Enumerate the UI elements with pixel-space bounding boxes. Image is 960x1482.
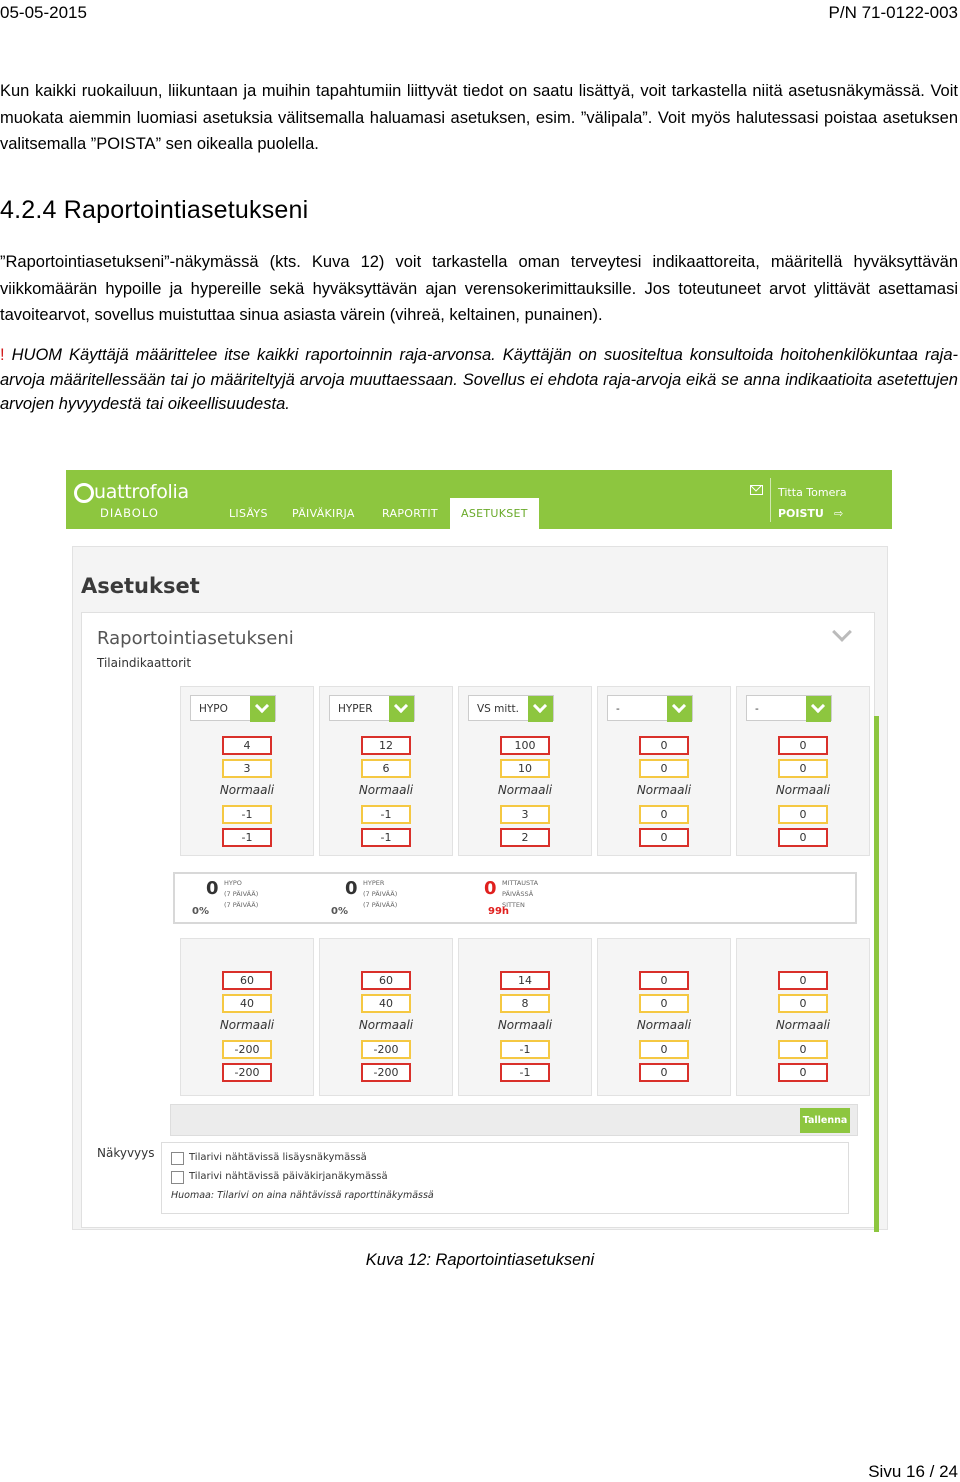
chevron-down-icon[interactable] xyxy=(806,696,831,722)
red-limit-input[interactable]: -1 xyxy=(222,828,272,847)
card-title: Raportointiasetukseni xyxy=(97,628,294,649)
yellow-limit-input[interactable]: 6 xyxy=(361,759,411,778)
status-label: SITTEN xyxy=(502,901,525,909)
note-exclamation: ! xyxy=(0,346,5,364)
yellow-limit-input[interactable]: 0 xyxy=(778,759,828,778)
checkbox-diary-view-label: Tilarivi nähtävissä päiväkirjanäkymässä xyxy=(189,1171,388,1182)
section-heading: 4.2.4 Raportointiasetukseni xyxy=(0,196,309,224)
chevron-down-icon[interactable] xyxy=(528,696,553,722)
normal-range-label: Normaali xyxy=(636,1018,692,1032)
red-limit-input[interactable]: 0 xyxy=(639,971,689,990)
normal-range-label: Normaali xyxy=(497,783,553,797)
red-limit-input[interactable]: -200 xyxy=(222,1063,272,1082)
yellow-limit-input[interactable]: 0 xyxy=(639,759,689,778)
status-count: 0 xyxy=(345,878,358,899)
red-limit-input[interactable]: -200 xyxy=(361,1063,411,1082)
top-navigation-bar xyxy=(66,470,892,529)
chevron-down-icon[interactable] xyxy=(389,696,414,722)
save-button[interactable]: Tallenna xyxy=(800,1108,850,1133)
red-limit-input[interactable]: 60 xyxy=(361,971,411,990)
yellow-limit-input[interactable]: 0 xyxy=(778,805,828,824)
red-limit-input[interactable]: 0 xyxy=(639,736,689,755)
red-limit-input[interactable]: 2 xyxy=(500,828,550,847)
normal-range-label: Normaali xyxy=(497,1018,553,1032)
status-percent: 0% xyxy=(331,906,348,917)
red-limit-input[interactable]: 0 xyxy=(778,828,828,847)
normal-range-label: Normaali xyxy=(358,1018,414,1032)
yellow-limit-input[interactable]: 0 xyxy=(778,994,828,1013)
red-limit-input[interactable]: 60 xyxy=(222,971,272,990)
indicator-select[interactable] xyxy=(468,695,554,721)
yellow-limit-input[interactable]: -1 xyxy=(500,1040,550,1059)
yellow-limit-input[interactable]: 0 xyxy=(778,1040,828,1059)
yellow-limit-input[interactable]: 3 xyxy=(500,805,550,824)
indicator-select[interactable] xyxy=(190,695,276,721)
checkbox-diary-view[interactable] xyxy=(171,1171,184,1184)
yellow-limit-input[interactable]: 0 xyxy=(639,994,689,1013)
normal-range-label: Normaali xyxy=(775,1018,831,1032)
status-percent: 99h xyxy=(488,906,510,917)
save-row xyxy=(170,1104,858,1136)
normal-range-label: Normaali xyxy=(219,783,275,797)
yellow-limit-input[interactable]: 10 xyxy=(500,759,550,778)
yellow-limit-input[interactable]: -200 xyxy=(222,1040,272,1059)
yellow-limit-input[interactable]: -1 xyxy=(222,805,272,824)
scrollbar[interactable] xyxy=(874,716,879,1232)
nav-raportit[interactable]: RAPORTIT xyxy=(382,507,438,520)
indicator-select[interactable] xyxy=(746,695,832,721)
red-limit-input[interactable]: 0 xyxy=(639,1063,689,1082)
intro-paragraph: Kun kaikki ruokailuun, liikuntaan ja muihin tapahtumiin liittyvät tiedot on saatu lisättyä, voit tarkastella niitä asetusnäkymässä. Voit muokata aiemmin luomiasi asetuksia välitsemalla haluamasi asetuksen, esim. ”välipala”. Voit myös halutessasi poistaa asetuksen valitsemalla ”POISTA” sen oikealla puolella. xyxy=(0,82,958,153)
status-count: 0 xyxy=(484,878,497,899)
page-title: Asetukset xyxy=(81,574,200,598)
indicator-select[interactable] xyxy=(607,695,693,721)
status-label: (7 PÄIVÄÄ) xyxy=(224,890,259,898)
red-limit-input[interactable]: 0 xyxy=(778,971,828,990)
red-limit-input[interactable]: 0 xyxy=(778,736,828,755)
app-screenshot xyxy=(66,470,892,1232)
red-limit-input[interactable]: 14 xyxy=(500,971,550,990)
status-count: 0 xyxy=(206,878,219,899)
logo xyxy=(72,480,202,522)
yellow-limit-input[interactable]: 3 xyxy=(222,759,272,778)
indicator-select-value: HYPO xyxy=(199,703,228,715)
header-doc-id: P/N 71-0122-003 xyxy=(828,3,958,22)
red-limit-input[interactable]: 12 xyxy=(361,736,411,755)
logo-text: uattrofolia xyxy=(94,481,189,503)
checkbox-add-view-label: Tilarivi nähtävissä lisäysnäkymässä xyxy=(189,1152,367,1163)
nav-paivakirja[interactable]: PÄIVÄKIRJA xyxy=(292,507,355,520)
status-label: HYPER xyxy=(363,879,385,887)
user-name: Titta Tomera xyxy=(778,486,847,499)
status-label: PÄIVÄSSÄ xyxy=(502,890,534,898)
red-limit-input[interactable]: 0 xyxy=(639,828,689,847)
divider xyxy=(770,478,771,522)
mail-icon[interactable] xyxy=(750,485,763,495)
nav-lisays[interactable]: LISÄYS xyxy=(229,507,268,520)
red-limit-input[interactable]: 4 xyxy=(222,736,272,755)
yellow-limit-input[interactable]: 8 xyxy=(500,994,550,1013)
footer-page-number: Sivu 16 / 24 xyxy=(868,1462,958,1481)
status-label: (7 PÄIVÄÄ) xyxy=(363,901,398,909)
indicator-select-value: HYPER xyxy=(338,703,373,715)
yellow-limit-input[interactable]: 0 xyxy=(639,805,689,824)
indicator-select-value: VS mitt. xyxy=(477,703,519,715)
red-limit-input[interactable]: -1 xyxy=(361,828,411,847)
checkbox-add-view[interactable] xyxy=(171,1152,184,1165)
indicator-select-value: - xyxy=(616,703,620,715)
note-paragraph xyxy=(0,343,958,417)
note-text: HUOM Käyttäjä määrittelee itse kaikki raportoinnin raja-arvonsa. Käyttäjän on suositeltua konsultoida hoitohenkilökuntaa raja-arvoja määritellessään tai jo määriteltyjä arvoja muuttaessaan. Sovellus ei ehdota raja-arvoja eikä se anna indikaatioita asetettujen arvojen hyvyydestä tai oikeellisuudesta. xyxy=(0,346,958,413)
visibility-label: Näkyvyys xyxy=(97,1146,155,1160)
logout-icon[interactable]: ⇨ xyxy=(834,507,844,520)
status-label: MITTAUSTA xyxy=(502,879,539,887)
yellow-limit-input[interactable]: 40 xyxy=(222,994,272,1013)
yellow-limit-input[interactable]: 40 xyxy=(361,994,411,1013)
logo-q-icon xyxy=(74,483,94,503)
indicator-select[interactable] xyxy=(329,695,415,721)
card-subtitle: Tilaindikaattorit xyxy=(97,656,192,670)
normal-range-label: Normaali xyxy=(219,1018,275,1032)
status-label: HYPO xyxy=(224,879,242,887)
indicator-select-value: - xyxy=(755,703,759,715)
red-limit-input[interactable]: 100 xyxy=(500,736,550,755)
body-paragraph: ”Raportointiasetukseni”-näkymässä (kts. Kuva 12) voit tarkastella oman terveytesi indikaattoreita, määritellä hyväksyttävän viikkomäärän hypoille ja hypereille sekä hyväksyttävän ajan verensokerimittauksille. Jos toteutuneet arvot ylittävät asettamasi tavoitearvot, sovellus muistuttaa sinua asiasta värein (vihreä, keltainen, punainen). xyxy=(0,253,958,324)
chevron-down-icon[interactable] xyxy=(667,696,692,722)
logo-subtitle: DIABOLO xyxy=(100,506,159,520)
status-percent: 0% xyxy=(192,906,209,917)
logout-link[interactable]: POISTU xyxy=(778,507,824,520)
figure-caption: Kuva 12: Raportointiasetukseni xyxy=(365,1251,595,1269)
status-label: (7 PÄIVÄÄ) xyxy=(363,890,398,898)
header-date: 05-05-2015 xyxy=(0,3,87,22)
visibility-note: Huomaa: Tilarivi on aina nähtävissä raporttinäkymässä xyxy=(171,1190,434,1201)
nav-asetukset[interactable]: ASETUKSET xyxy=(450,498,539,529)
red-limit-input[interactable]: -1 xyxy=(500,1063,550,1082)
chevron-down-icon[interactable] xyxy=(250,696,275,722)
normal-range-label: Normaali xyxy=(775,783,831,797)
yellow-limit-input[interactable]: 0 xyxy=(639,1040,689,1059)
yellow-limit-input[interactable]: -1 xyxy=(361,805,411,824)
status-label: (7 PÄIVÄÄ) xyxy=(224,901,259,909)
normal-range-label: Normaali xyxy=(636,783,692,797)
normal-range-label: Normaali xyxy=(358,783,414,797)
yellow-limit-input[interactable]: -200 xyxy=(361,1040,411,1059)
red-limit-input[interactable]: 0 xyxy=(778,1063,828,1082)
